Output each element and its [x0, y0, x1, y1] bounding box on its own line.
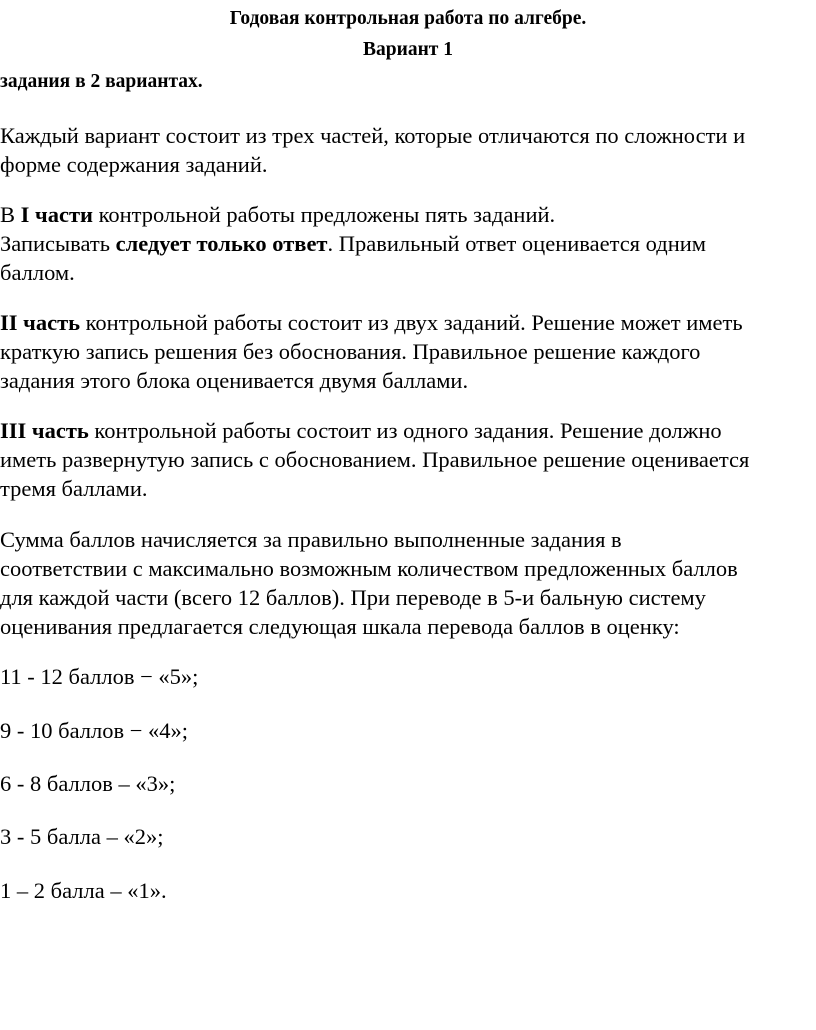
intro-line-2: форме содержания заданий.	[0, 152, 268, 177]
scale-item-2: 3 - 5 балла – «2»;	[0, 824, 164, 849]
part2-line-2: краткую запись решения без обоснования. Правильное решение каждого	[0, 339, 701, 364]
part1-l1-pre: В	[0, 202, 21, 227]
part1-line-1	[0, 200, 816, 229]
document-title: Годовая контрольная работа по алгебре.	[229, 8, 587, 29]
part1-l2-bold: следует только ответ	[115, 231, 328, 256]
variant-heading: Вариант 1	[362, 39, 454, 60]
part3-line-2: иметь развернутую запись с обоснованием. Правильное решение оценивается	[0, 447, 750, 472]
part3-line-3: тремя баллами.	[0, 476, 148, 501]
part1-l2-post: . Правильный ответ оценивается одним	[327, 231, 707, 256]
scale-item-3: 6 - 8 баллов – «3»;	[0, 771, 176, 796]
summary-line-4: оценивания предлагается следующая шкала перевода баллов в оценку:	[0, 614, 680, 639]
summary-line-2: соответствии с максимально возможным количеством предложенных баллов	[0, 556, 738, 581]
part2-l1-bold: II часть	[0, 310, 81, 335]
part2-l1-post: контрольной работы состоит из двух заданий. Решение может иметь	[80, 310, 743, 335]
intro-line-1: Каждый вариант состоит из трех частей, которые отличаются по сложности и	[0, 123, 746, 148]
summary-line-1: Сумма баллов начисляется за правильно выполненные задания в	[0, 527, 622, 552]
part1-line-3: баллом.	[0, 260, 75, 285]
scale-item-4: 9 - 10 баллов − «4»;	[0, 718, 189, 743]
part1-l1-bold: I части	[20, 202, 93, 227]
scale-item-5: 11 - 12 баллов − «5»;	[0, 664, 199, 689]
part3-l1-post: контрольной работы состоит из одного задания. Решение должно	[88, 418, 722, 443]
part3-line-1	[0, 416, 816, 445]
part2-line-1	[0, 308, 816, 337]
part1-l1-post: контрольной работы предложены пять заданий.	[92, 202, 556, 227]
part3-l1-bold: III часть	[0, 418, 89, 443]
subtitle: задания в 2 вариантах.	[0, 71, 203, 92]
scale-item-1: 1 – 2 балла – «1».	[0, 878, 167, 903]
part1-l2-pre: Записывать	[0, 231, 116, 256]
part2-line-3: задания этого блока оценивается двумя баллами.	[0, 368, 469, 393]
part1-line-2	[0, 229, 816, 258]
summary-line-3: для каждой части (всего 12 баллов). При переводе в 5-и бальную систему	[0, 585, 706, 610]
